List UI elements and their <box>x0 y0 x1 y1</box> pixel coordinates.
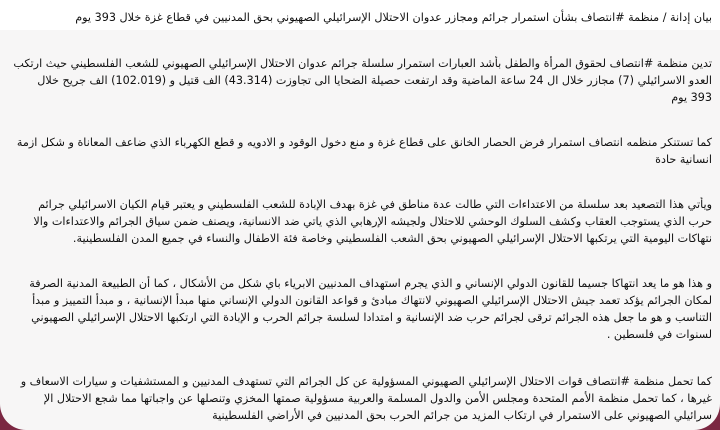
paragraph-3-line-3: نتهاكات اليومية التي يرتكبها الاحتلال الإسرائيلي الصهيوني بحق الشعب الفلسطيني وخاصة فئة الاطفال والنساء في جميع المدن الفلسطينية. <box>72 232 712 245</box>
paragraph-5-line-2: غيرها ، كما تحمل منظمة الأمم المتحدة ومجلس الأمن والدول المسلمة والعربية مسؤولية صمتها المخزي وتنصلها عن واجباتها مما شجع الاحتلال الإ <box>43 392 712 405</box>
paragraph-2-line-2: انسانية حادة <box>655 153 712 166</box>
paragraph-4-line-3: التناسب و هو ما جعل هذه الجرائم ترقى لجرائم حرب ضد الإنسانية و امتدادا لسلسة جرائم الحرب و الإبادة التي ارتكبها الاحتلال الإسرائيلي الصهيوني <box>31 311 712 324</box>
paragraph-1-line-2: العدو الاسرائيلي (7) مجازر خلال ال 24 ساعة الماضية وقد ارتفعت حصيلة الضحايا الى تجاوزت (43.314) الف قتيل و (102.019) الف جريح خلال <box>37 74 712 87</box>
statement-title: بيان إدانة / منظمة #انتصاف بشأن استمرار جرائم ومجازر عدوان الاحتلال الإسرائيلي الصهيوني بحق المدنيين في قطاع غزة خلال 393 يوم <box>75 11 712 24</box>
paragraph-1-line-3: 393 يوم <box>671 91 712 104</box>
paragraph-5-line-3: سرائيلي الصهيوني على الاستمرار في ارتكاب المزيد من جرائم الحرب بحق المدنيين في الأراضي الفلسطينية <box>212 409 712 422</box>
paragraph-5-line-1: كما تحمل منظمة #انتصاف قوات الاحتلال الإسرائيلي الصهيوني المسؤولية عن كل الجرائم التي تستهدف المدنيين و المستشفيات و سيارات الاسعاف و <box>20 375 712 388</box>
paragraph-1-line-1: تدين منظمة #انتصاف لحقوق المرأة والطفل بأشد العبارات استمرار سلسلة جرائم عدوان الاحتلال الإسرائيلي الصهيوني للشعب الفلسطيني حيث ارتكب <box>13 57 712 70</box>
paragraph-4-line-1: و هذا هو ما يعد انتهاكا جسيما للقانون الدولي الإنساني و الذي يجرم استهداف المدنيين الابرياء باي شكل من الأشكال ، كما أن الطبيعة المدنية الصرفة <box>29 277 712 290</box>
paragraph-2-line-1: كما تستنكر منظمه انتصاف استمرار فرض الحصار الخانق على قطاع غزة و منع دخول الوقود و الادويه و قطع الكهرباء الذي ضاعف المعاناة و شكل ازمة <box>16 136 712 149</box>
paragraph-3-line-2: حرب الذي يستوجب العقاب وكشف السلوك الوحشي للاحتلال ولجيشه الإرهابي الذي ياتي ضد الانسانية، ويصنف ضمن سياق الجرائم والاعتداءات والا <box>33 215 712 228</box>
paragraph-3-line-1: ويأتي هذا التصعيد بعد سلسلة من الاعتداءات التي طالت عدة مناطق في غزة بهدف الإبادة للشعب الفلسطيني و يعتبر قيام الكيان الاسرائيلي جرائم <box>38 198 712 211</box>
paragraph-4-line-2: لمكان الجرائم يؤكد تعمد جيش الاحتلال الإسرائيلي الصهيوني لانتهاك مبادئ و قواعد القانون الدولي الإنساني منها مبدأ الإنسانية ، و مبدأ التمييز و مبدأ <box>32 294 712 307</box>
paragraph-4-line-4: لسنوات في فلسطين . <box>606 328 712 341</box>
